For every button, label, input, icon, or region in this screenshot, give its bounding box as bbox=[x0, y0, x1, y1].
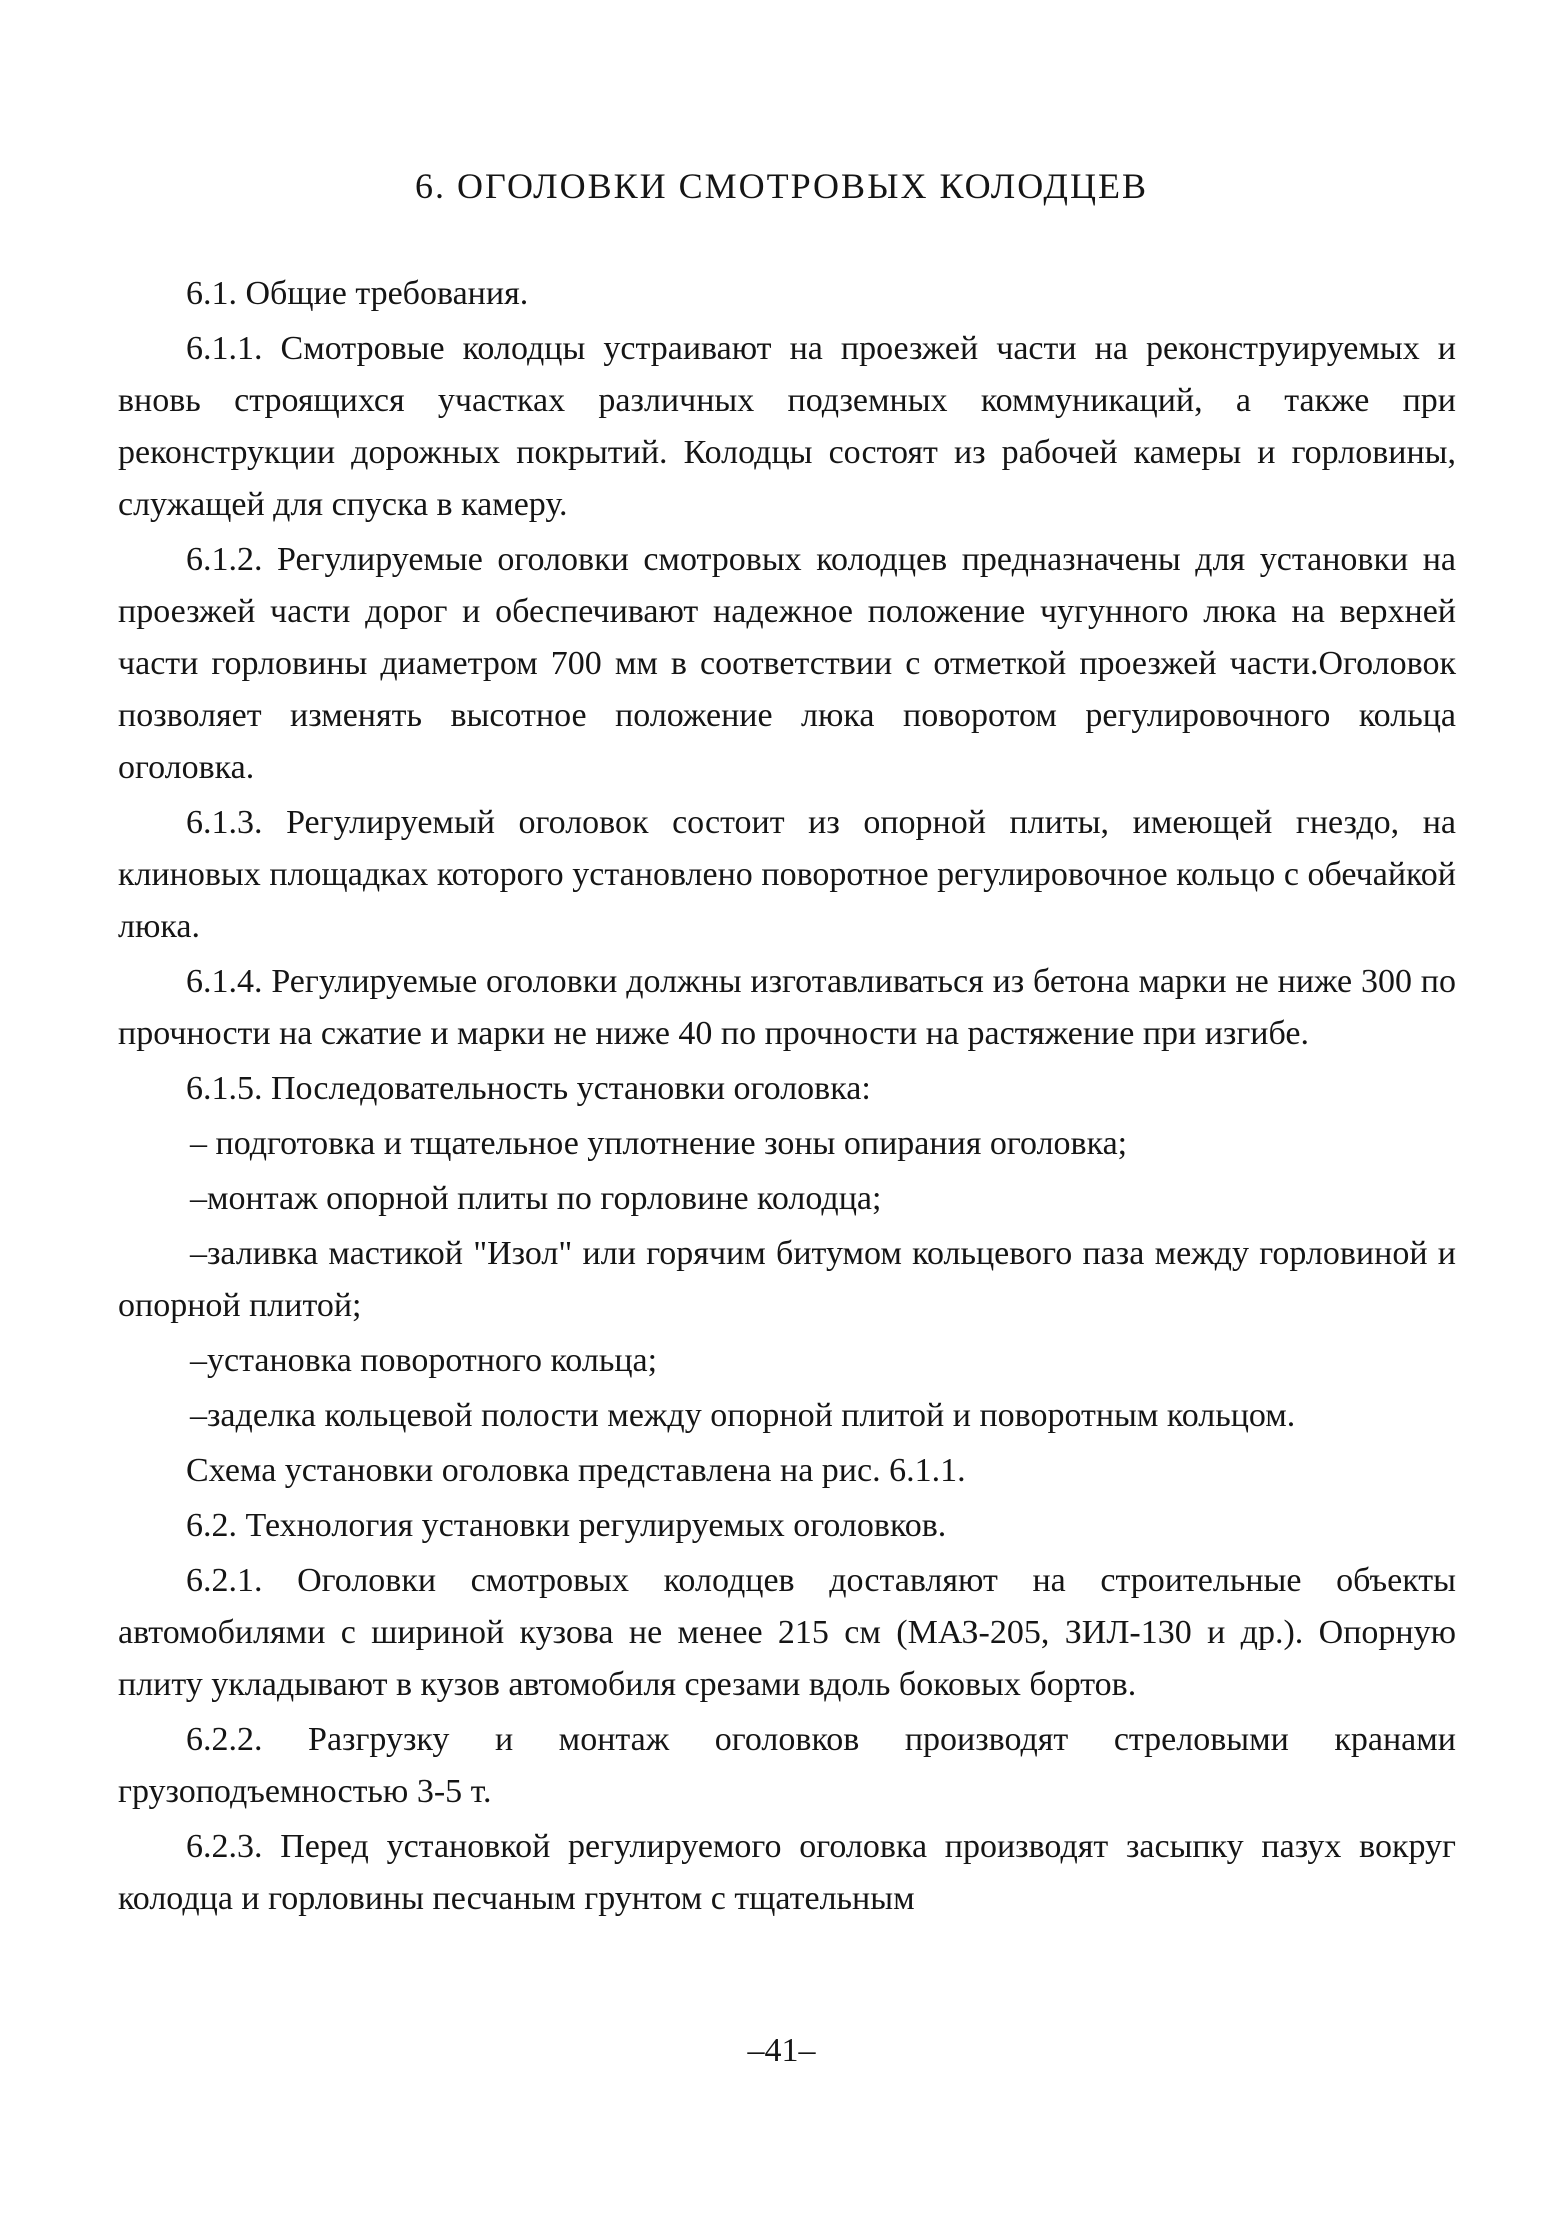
paragraph-6-2-2: 6.2.2. Разгрузку и монтаж оголовков производят стреловыми кранами грузоподъемностью 3-5 т. bbox=[118, 1721, 1456, 1810]
paragraph-scheme-ref: Схема установки оголовка представлена на рис. 6.1.1. bbox=[186, 1452, 966, 1489]
paragraph-6-1: 6.1. Общие требования. bbox=[186, 275, 529, 312]
section-title: 6. ОГОЛОВКИ СМОТРОВЫХ КОЛОДЦЕВ bbox=[415, 166, 1148, 206]
list-item-cavity-fill: –заделка кольцевой полости между опорной плитой и поворотным кольцом. bbox=[190, 1397, 1296, 1434]
paragraph-6-2-1: 6.2.1. Оголовки смотровых колодцев доставляют на строительные объекты автомобилями с шириной кузова не менее 215 см (МАЗ-205, ЗИЛ-130 и др.). Опорную плиту укладывают в кузов автомобиля срезами вдоль боковых бортов. bbox=[118, 1562, 1456, 1703]
paragraph-6-1-1: 6.1.1. Смотровые колодцы устраивают на проезжей части на реконструируемых и вновь строящихся участках различных подземных коммуникаций, а также при реконструкции дорожных покрытий. Колодцы состоят из рабочей камеры и горловины, служащей для спуска в камеру. bbox=[118, 330, 1456, 523]
list-item-plate-mounting: –монтаж опорной плиты по горловине колодца; bbox=[190, 1180, 882, 1217]
list-item-preparation: – подготовка и тщательное уплотнение зоны опирания оголовка; bbox=[190, 1125, 1128, 1162]
paragraph-6-2-3: 6.2.3. Перед установкой регулируемого оголовка производят засыпку пазух вокруг колодца и горловины песчаным грунтом с тщательным bbox=[118, 1828, 1456, 1917]
body-text bbox=[118, 268, 1456, 1925]
paragraph-6-1-3: 6.1.3. Регулируемый оголовок состоит из опорной плиты, имеющей гнездо, на клиновых площадках которого установлено поворотное регулировочное кольцо с обечайкой люка. bbox=[118, 804, 1456, 945]
list-item-sealing: –заливка мастикой "Изол" или горячим битумом кольцевого паза между горловиной и опорной плитой; bbox=[118, 1235, 1456, 1324]
paragraph-6-2: 6.2. Технология установки регулируемых оголовков. bbox=[186, 1507, 947, 1544]
page-number: –41– bbox=[747, 2032, 816, 2069]
paragraph-6-1-4: 6.1.4. Регулируемые оголовки должны изготавливаться из бетона марки не ниже 300 по прочности на сжатие и марки не ниже 40 по прочности на растяжение при изгибе. bbox=[118, 963, 1456, 1052]
paragraph-6-1-5: 6.1.5. Последовательность установки оголовка: bbox=[186, 1070, 871, 1107]
list-item-ring-install: –установка поворотного кольца; bbox=[190, 1342, 658, 1379]
paragraph-6-1-2: 6.1.2. Регулируемые оголовки смотровых колодцев предназначены для установки на проезжей части дорог и обеспечивают надежное положение чугунного люка на верхней части горловины диаметром 700 мм в соответствии с отметкой проезжей части.Оголовок позволяет изменять высотное положение люка поворотом регулировочного кольца оголовка. bbox=[118, 541, 1456, 786]
